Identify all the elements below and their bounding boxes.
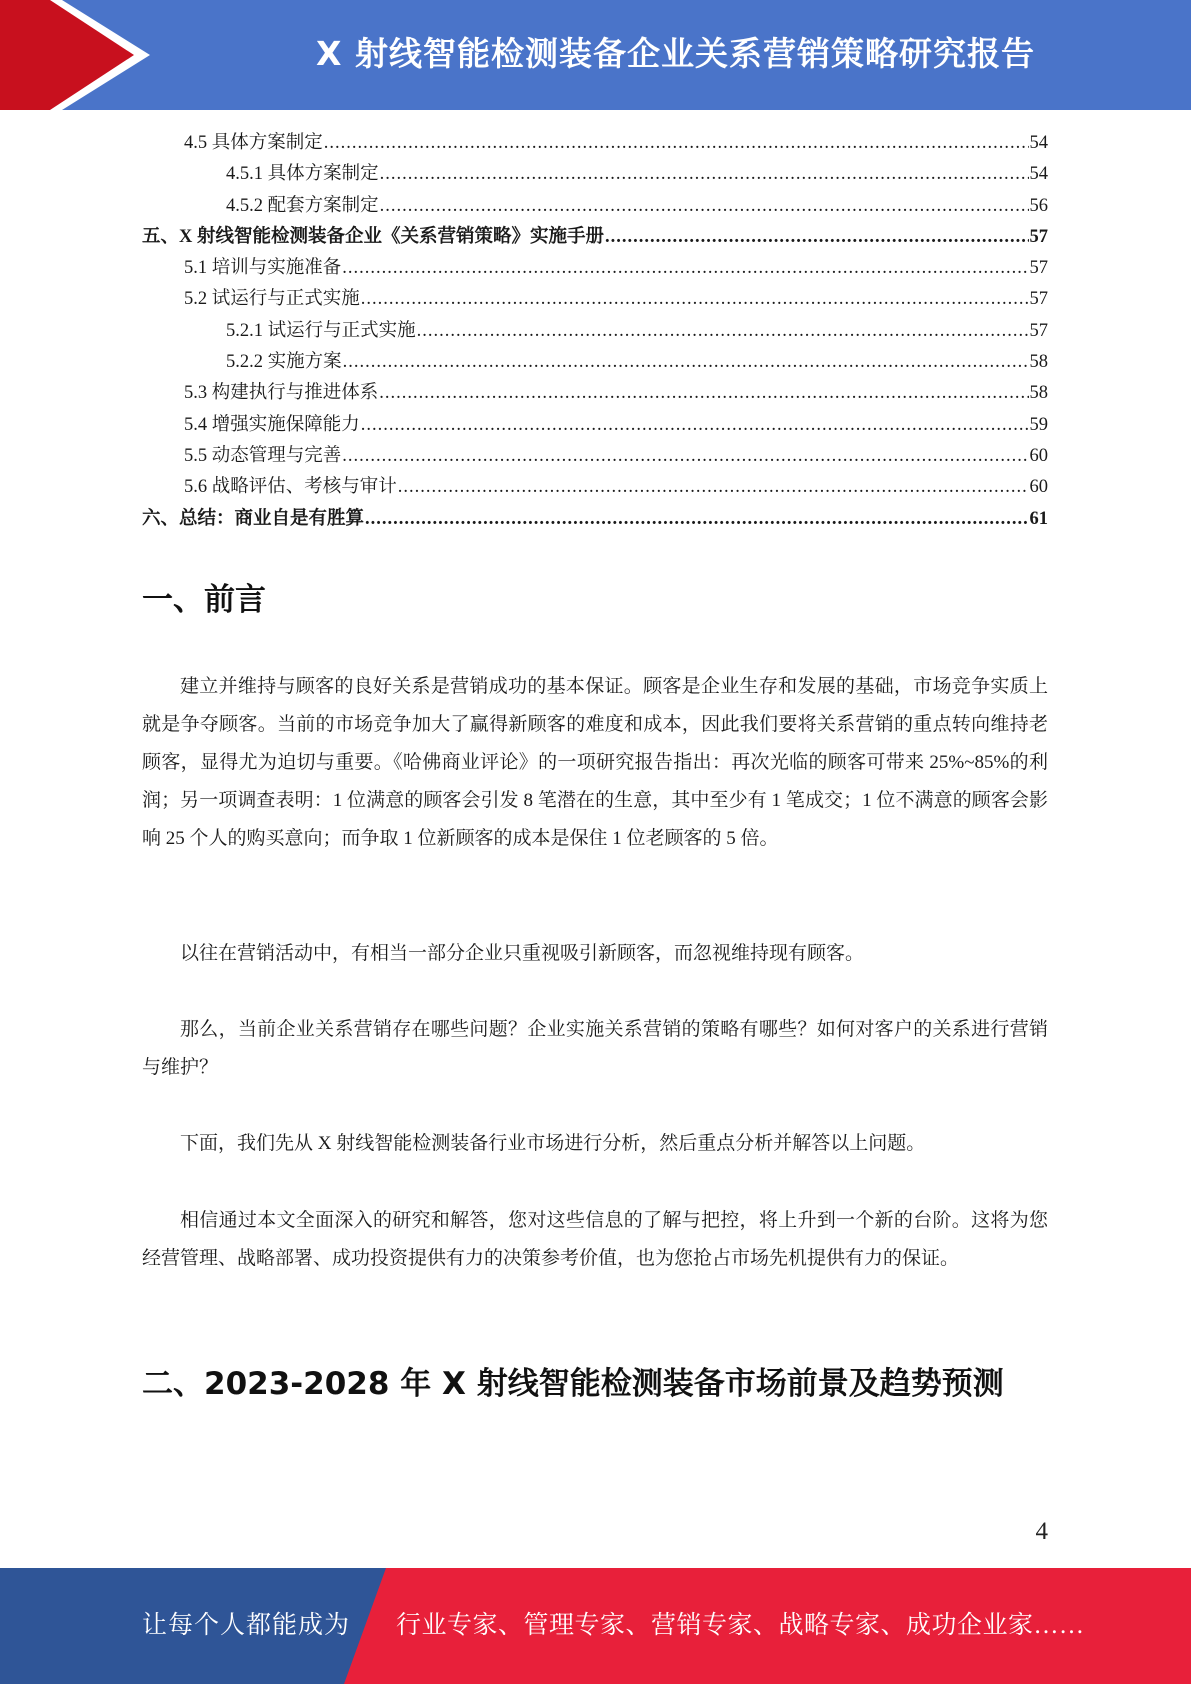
toc-dot-leader <box>417 316 1029 347</box>
toc-entry-page: 60 <box>1029 445 1048 466</box>
toc-entry-page: 54 <box>1029 133 1048 153</box>
toc-entry-label: 5.2.1 试运行与正式实施 <box>226 320 416 341</box>
toc-dot-leader <box>361 410 1029 441</box>
toc-dot-leader <box>380 191 1029 222</box>
toc-entry-label: 4.5.1 具体方案制定 <box>226 164 379 185</box>
toc-entry[interactable] <box>142 128 1048 159</box>
footer-slogan-right: 行业专家、管理专家、营销专家、战略专家、成功企业家…… <box>396 1612 1085 1639</box>
toc-entry-label: 4.5 具体方案制定 <box>184 133 323 153</box>
toc-entry-page: 58 <box>1029 383 1048 404</box>
toc-entry-page: 57 <box>1029 289 1048 310</box>
toc-entry-label: 五、X 射线智能检测装备企业《关系营销策略》实施手册 <box>142 226 604 247</box>
section-heading-market: 二、2023-2028 年 X 射线智能检测装备市场前景及趋势预测 <box>142 1366 1004 1402</box>
toc-entry-label: 5.3 构建执行与推进体系 <box>184 383 379 404</box>
page-number: 4 <box>1035 1518 1048 1545</box>
toc-entry[interactable] <box>142 504 1048 535</box>
toc-entry-label: 六、总结：商业自是有胜算 <box>142 508 365 529</box>
toc-entry-page: 57 <box>1029 226 1048 247</box>
footer-slogan-left: 让每个人都能成为 <box>142 1612 351 1639</box>
toc-entry[interactable] <box>142 222 1048 253</box>
toc-entry[interactable] <box>142 472 1048 503</box>
toc-entry-page: 60 <box>1029 477 1048 498</box>
header-chevron-decoration <box>0 0 150 110</box>
toc-entry-label: 4.5.2 配套方案制定 <box>226 195 379 216</box>
toc-entry[interactable] <box>142 191 1048 222</box>
toc-entry[interactable] <box>142 410 1048 441</box>
toc-entry[interactable] <box>142 378 1048 409</box>
paragraph-1: 建立并维持与顾客的良好关系是营销成功的基本保证。顾客是企业生存和发展的基础，市场竞争实质上就是争夺顾客。当前的市场竞争加大了赢得新顾客的难度和成本，因此我们要将关系营销的重点转向维持老顾客，显得尤为迫切与重要。《哈佛商业评论》的一项研究报告指出：再次光临的顾客可带来 25%~85%的利润；另一项调查表明：1 位满意的顾客会引发 8 笔潜在的生意，其中至少有 1 笔成交；1 位不满意的顾客会影响 25 个人的购买意向；而争取 1 位新顾客的成本是保住 1 位老顾客的 5 倍。 <box>142 676 1048 849</box>
toc-entry-page: 61 <box>1029 508 1048 529</box>
toc-entry-label: 5.2 试运行与正式实施 <box>184 289 360 310</box>
page-header <box>0 0 1191 110</box>
toc-entry[interactable] <box>142 159 1048 190</box>
paragraph-4: 下面，我们先从 X 射线智能检测装备行业市场进行分析，然后重点分析并解答以上问题。 <box>180 1133 926 1154</box>
paragraph-3: 那么，当前企业关系营销存在哪些问题？企业实施关系营销的策略有哪些？如何对客户的关系进行营销与维护？ <box>142 1019 1048 1078</box>
toc-entry-label: 5.2.2 实施方案 <box>226 352 342 373</box>
toc-entry-label: 5.5 动态管理与完善 <box>184 445 342 466</box>
paragraph-2: 以往在营销活动中，有相当一部分企业只重视吸引新顾客，而忽视维持现有顾客。 <box>180 943 865 964</box>
toc-entry[interactable] <box>142 347 1048 378</box>
toc-dot-leader <box>361 284 1029 315</box>
toc-entry-label: 5.6 战略评估、考核与审计 <box>184 477 397 498</box>
toc-entry-page: 54 <box>1029 164 1048 185</box>
toc-entry[interactable] <box>142 316 1048 347</box>
toc-dot-leader <box>398 472 1029 503</box>
toc-entry-page: 56 <box>1029 195 1048 216</box>
report-title: X 射线智能检测装备企业关系营销策略研究报告 <box>316 34 1035 73</box>
toc-dot-leader <box>324 128 1029 159</box>
table-of-contents <box>142 128 1048 535</box>
toc-entry[interactable] <box>142 253 1048 284</box>
toc-entry-page: 58 <box>1029 352 1048 373</box>
section-heading-intro: 一、前言 <box>142 582 266 618</box>
paragraph-5: 相信通过本文全面深入的研究和解答，您对这些信息的了解与把控，将上升到一个新的台阶。这将为您经营管理、战略部署、成功投资提供有力的决策参考价值，也为您抢占市场先机提供有力的保证。 <box>142 1210 1048 1269</box>
toc-entry[interactable] <box>142 441 1048 472</box>
toc-dot-leader <box>380 159 1029 190</box>
toc-dot-leader <box>342 253 1028 284</box>
toc-entry[interactable] <box>142 284 1048 315</box>
toc-dot-leader <box>342 441 1028 472</box>
toc-entry-page: 59 <box>1029 414 1048 435</box>
toc-dot-leader <box>365 504 1028 535</box>
toc-entry-label: 5.1 培训与实施准备 <box>184 258 342 279</box>
toc-entry-label: 5.4 增强实施保障能力 <box>184 414 360 435</box>
toc-dot-leader <box>343 347 1029 378</box>
toc-dot-leader <box>605 222 1029 253</box>
page-footer <box>0 1568 1191 1684</box>
toc-entry-page: 57 <box>1029 258 1048 279</box>
toc-dot-leader <box>379 378 1028 409</box>
toc-entry-page: 57 <box>1029 320 1048 341</box>
